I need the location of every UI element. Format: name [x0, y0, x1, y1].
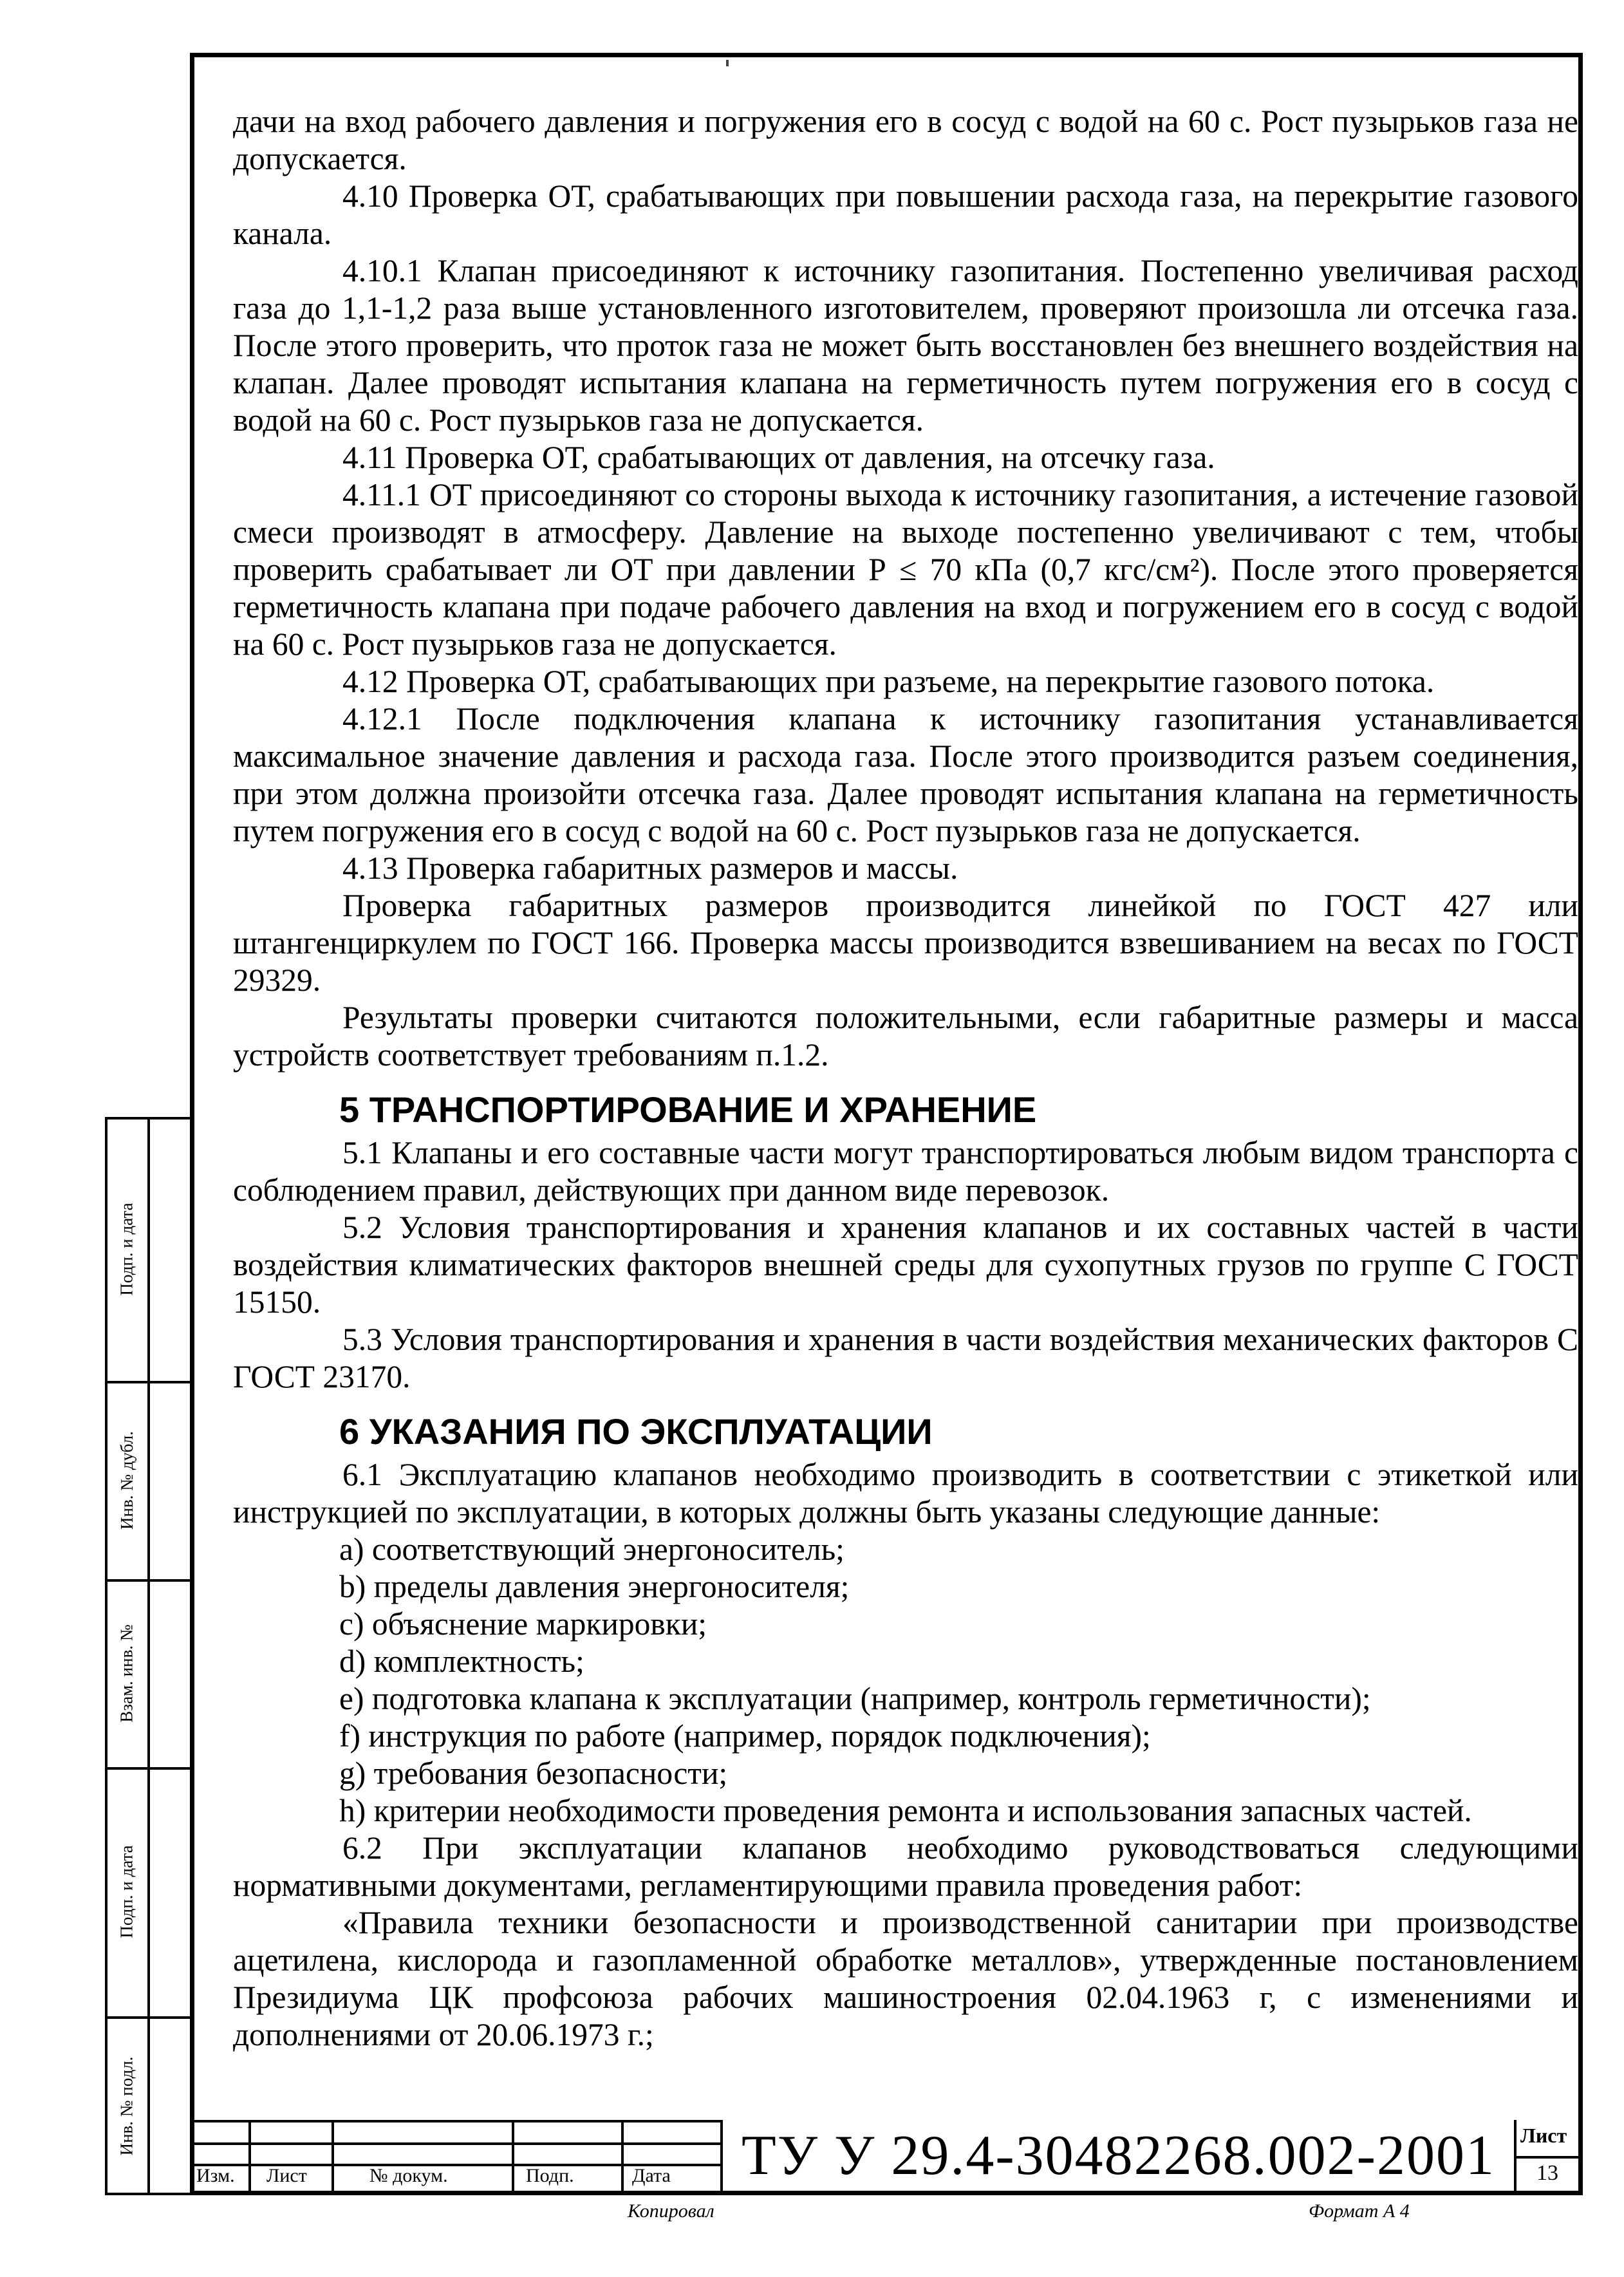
col-dokum: № докум.	[369, 2165, 448, 2186]
footer-copied: Копировал	[628, 2200, 714, 2222]
section-heading: 5 ТРАНСПОРТИРОВАНИЕ И ХРАНЕНИЕ	[339, 1089, 1037, 1130]
paragraph: 4.12.1 После подключения клапана к источнику газопитания устанавливается максимальное значение давления и расхода газа. После этого производится разъем соединения, при этом должна произойти отсечка газа. Далее проводят испытания клапана на герметичность путем погружения его в сосуд с водой на 60 с. Рост пузырьков газа не допускается.	[233, 701, 1578, 848]
paragraph: 6.2 При эксплуатации клапанов необходимо руководствоваться следующими нормативными документами, регламентирующими правила проведения работ:	[233, 1830, 1578, 1903]
section-heading: 6 УКАЗАНИЯ ПО ЭКСПЛУАТАЦИИ	[339, 1411, 933, 1452]
stamp-inv-dubl: Инв. № дубл.	[117, 1430, 136, 1530]
title-block-line	[331, 2120, 334, 2191]
col-data: Дата	[632, 2165, 671, 2186]
col-podp: Подп.	[526, 2165, 574, 2186]
list-item: g) требования безопасности;	[339, 1756, 728, 1791]
margin-stamp	[105, 1117, 190, 2195]
paragraph: 5.3 Условия транспортирования и хранения в части воздействия механических факторов С ГОСТ 23170.	[233, 1322, 1578, 1394]
stamp-label-cell	[107, 1117, 146, 1381]
paragraph: 4.11.1 ОТ присоединяют со стороны выхода к источнику газопитания, а истечение газовой смеси производят в атмосферу. Давление на выходе постепенно увеличивают с тем, чтобы проверить срабатывает ли ОТ при давлении Р ≤ 70 кПа (0,7 кгс/см²). После этого проверяется герметичность клапана при подаче рабочего давления на вход и погружением его в сосуд с водой на 60 с. Рост пузырьков газа не допускается.	[233, 477, 1578, 662]
paragraph: Результаты проверки считаются положительными, если габаритные размеры и масса устройств соответствует требованиям п.1.2.	[233, 1000, 1578, 1073]
title-block	[194, 2120, 1578, 2191]
paragraph: дачи на вход рабочего давления и погружения его в сосуд с водой на 60 с. Рост пузырьков газа не допускается.	[233, 104, 1578, 176]
scan-mark	[726, 60, 729, 66]
stamp-label-cell	[107, 1381, 146, 1579]
stamp-label-cell	[107, 1767, 146, 2016]
paragraph: Проверка габаритных размеров производится линейкой по ГОСТ 427 или штангенциркулем по ГОСТ 166. Проверка массы производится взвешиванием на весах по ГОСТ 29329.	[233, 888, 1578, 998]
title-block-line	[720, 2120, 723, 2191]
paragraph: «Правила техники безопасности и производственной санитарии при производстве ацетилена, кислорода и газопламенной обработке металлов», утвержденные постановлением Президиума ЦК профсоюза рабочих машиностроения 02.04.1963 г, с изменениями и дополнениями от 20.06.1973 г.;	[233, 1905, 1578, 2052]
sheet-number: 13	[1536, 2161, 1558, 2185]
footer-format: Формат А 4	[1309, 2200, 1410, 2222]
paragraph: 4.11 Проверка ОТ, срабатывающих от давления, на отсечку газа.	[342, 440, 1215, 475]
paragraph: 5.1 Клапаны и его составные части могут транспортироваться любым видом транспорта с соблюдением правил, действующих при данном виде перевозок.	[233, 1135, 1578, 1208]
stamp-label-cell	[107, 2016, 146, 2195]
stamp-vzam-inv: Взам. инв. №	[117, 1624, 136, 1723]
paragraph: 6.1 Эксплуатацию клапанов необходимо производить в соответствии с этикеткой или инструкцией по эксплуатации, в которых должны быть указаны следующие данные:	[233, 1457, 1578, 1530]
stamp-label-cell	[107, 1579, 146, 1767]
paragraph: 4.10 Проверка ОТ, срабатывающих при повышении расхода газа, на перекрытие газового канала.	[233, 178, 1578, 251]
paragraph: 4.10.1 Клапан присоединяют к источнику газопитания. Постепенно увеличивая расход газа до 1,1-1,2 раза выше установленного изготовителем, проверяют произошла ли отсечка газа. После этого проверить, что проток газа не может быть восстановлен без внешнего воздействия на клапан. Далее проводят испытания клапана на герметичность путем погружения его в сосуд с водой на 60 с. Рост пузырьков газа не допускается.	[233, 253, 1578, 438]
sheet-label: Лист	[1520, 2124, 1567, 2147]
list-item: e) подготовка клапана к эксплуатации (например, контроль герметичности);	[339, 1681, 1371, 1716]
stamp-inv-podl: Инв. № подл.	[117, 2056, 136, 2155]
title-block-line	[621, 2120, 624, 2191]
paragraph: 5.2 Условия транспортирования и хранения клапанов и их составных частей в части воздействия климатических факторов внешней среды для сухопутных грузов по группе С ГОСТ 15150.	[233, 1210, 1578, 1320]
title-block-line	[194, 2142, 720, 2145]
document-code: ТУ У 29.4-30482268.002-2001	[742, 2124, 1495, 2187]
stamp-inner-column	[147, 1117, 190, 2195]
list-item: d) комплектность;	[339, 1644, 584, 1679]
title-block-line	[512, 2120, 514, 2191]
paragraph: 4.13 Проверка габаритных размеров и массы.	[342, 850, 958, 886]
list-item: h) критерии необходимости проведения ремонта и использования запасных частей.	[339, 1793, 1472, 1828]
paragraph: 4.12 Проверка ОТ, срабатывающих при разъеме, на перекрытие газового потока.	[342, 664, 1435, 699]
col-list: Лист	[266, 2165, 307, 2186]
list-item: f) инструкция по работе (например, порядок подключения);	[339, 1718, 1151, 1754]
list-item: b) пределы давления энергоносителя;	[339, 1569, 850, 1604]
list-item: a) соответствующий энергоноситель;	[339, 1532, 845, 1567]
stamp-podp-data-2: Подп. и дата	[117, 1845, 136, 1938]
title-block-line	[1514, 2120, 1517, 2191]
title-block-line	[194, 2120, 720, 2122]
col-izm: Изм.	[196, 2165, 235, 2186]
document-body	[233, 103, 1578, 2054]
title-block-line	[248, 2120, 251, 2191]
title-block-line	[1514, 2156, 1578, 2159]
list-item: c) объяснение маркировки;	[339, 1606, 707, 1642]
stamp-podp-data-1: Подп. и дата	[117, 1202, 136, 1296]
